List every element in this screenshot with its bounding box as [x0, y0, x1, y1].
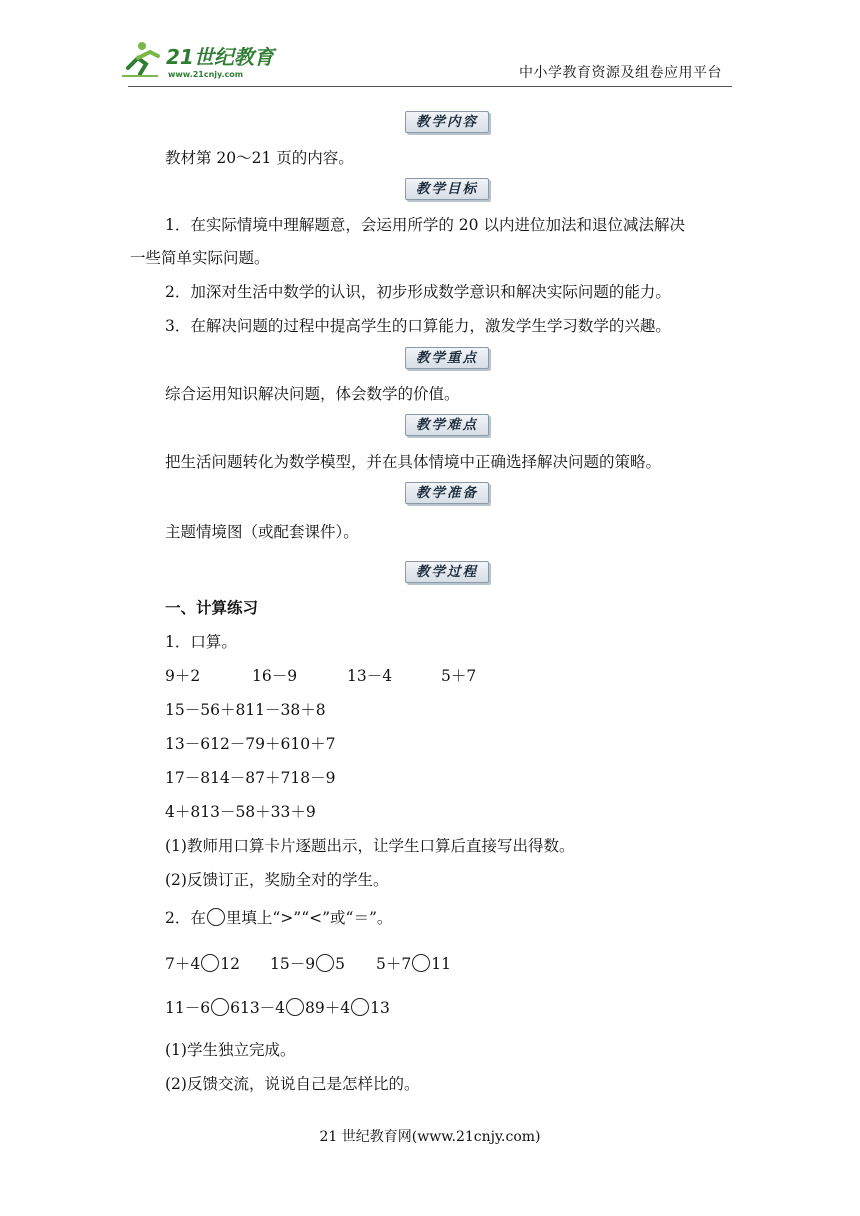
oral-calc-item: 9＋2 [165, 667, 201, 685]
page-footer: 21 世纪教育网(www.21cnjy.com) [319, 1129, 541, 1145]
compare-item: 5＋7 11 [376, 955, 451, 973]
compare-row-2: 11－6 613－4 89＋4 13 [165, 999, 390, 1017]
page-header [0, 0, 860, 100]
section-badge-goals: 教学目标 [405, 178, 489, 200]
prep-text: 主题情境图（或配套课件）。 [165, 523, 359, 541]
oral-calc-item: 5＋7 [441, 667, 477, 685]
answer-circle-icon[interactable] [316, 954, 334, 972]
q2-step-1: (1)学生独立完成。 [165, 1041, 296, 1059]
oral-calc-row-4: 17－814－87＋718－9 [165, 769, 336, 787]
oral-calc-row-5: 4＋813－58＋33＋9 [165, 803, 316, 821]
content-text: 教材第 20～21 页的内容。 [165, 149, 354, 167]
oral-calc-row-3: 13－612－79＋610＋7 [165, 735, 336, 753]
header-divider [128, 86, 732, 87]
q1-step-1: (1)教师用口算卡片逐题出示，让学生口算后直接写出得数。 [165, 837, 575, 855]
oral-calc-item: 16－9 [252, 667, 298, 685]
question-2-title [165, 906, 392, 928]
answer-circle-icon [207, 908, 225, 926]
site-logo [118, 38, 288, 82]
goal-3: 3．在解决问题的过程中提高学生的口算能力，激发学生学习数学的兴趣。 [165, 317, 671, 335]
goal-2: 2．加深对生活中数学的认识，初步形成数学意识和解决实际问题的能力。 [165, 283, 671, 301]
q2-title-post: 里填上“>”“<”或“＝”。 [225, 909, 393, 927]
difficulty-text: 把生活问题转化为数学模型，并在具体情境中正确选择解决问题的策略。 [165, 453, 662, 471]
answer-circle-icon[interactable] [412, 954, 430, 972]
q1-step-2: (2)反馈订正，奖励全对的学生。 [165, 871, 389, 889]
goal-1-line-2: 一些简单实际问题。 [130, 249, 270, 267]
part-1-title: 一、计算练习 [165, 599, 259, 617]
answer-circle-icon[interactable] [286, 998, 304, 1016]
goal-1-line-1: 1．在实际情境中理解题意，会运用所学的 20 以内进位加法和退位减法解决 [165, 216, 685, 234]
section-badge-key: 教学重点 [405, 347, 489, 369]
section-badge-content: 教学内容 [405, 111, 489, 133]
q2-step-2: (2)反馈交流，说说自己是怎样比的。 [165, 1075, 420, 1093]
oral-calc-item: 13－4 [347, 667, 393, 685]
question-1-title: 1．口算。 [165, 633, 237, 651]
key-text: 综合运用知识解决问题，体会数学的价值。 [165, 385, 460, 403]
answer-circle-icon[interactable] [211, 998, 229, 1016]
q2-title-pre: 2．在 [165, 909, 206, 927]
section-badge-process: 教学过程 [405, 561, 489, 583]
header-platform-text: 中小学教育资源及组卷应用平台 [519, 65, 722, 81]
section-badge-prep: 教学准备 [405, 482, 489, 504]
logo-text: 21世纪教育 [166, 45, 274, 69]
running-figure-icon [122, 42, 158, 76]
logo-url: www.21cnjy.com [168, 70, 244, 79]
oral-calc-row-2: 15－56＋811－38＋8 [165, 701, 326, 719]
answer-circle-icon[interactable] [351, 998, 369, 1016]
compare-item: 15－9 5 [270, 955, 345, 973]
answer-circle-icon[interactable] [201, 954, 219, 972]
section-badge-difficulty: 教学难点 [405, 414, 489, 436]
compare-item: 7＋4 12 [165, 955, 240, 973]
